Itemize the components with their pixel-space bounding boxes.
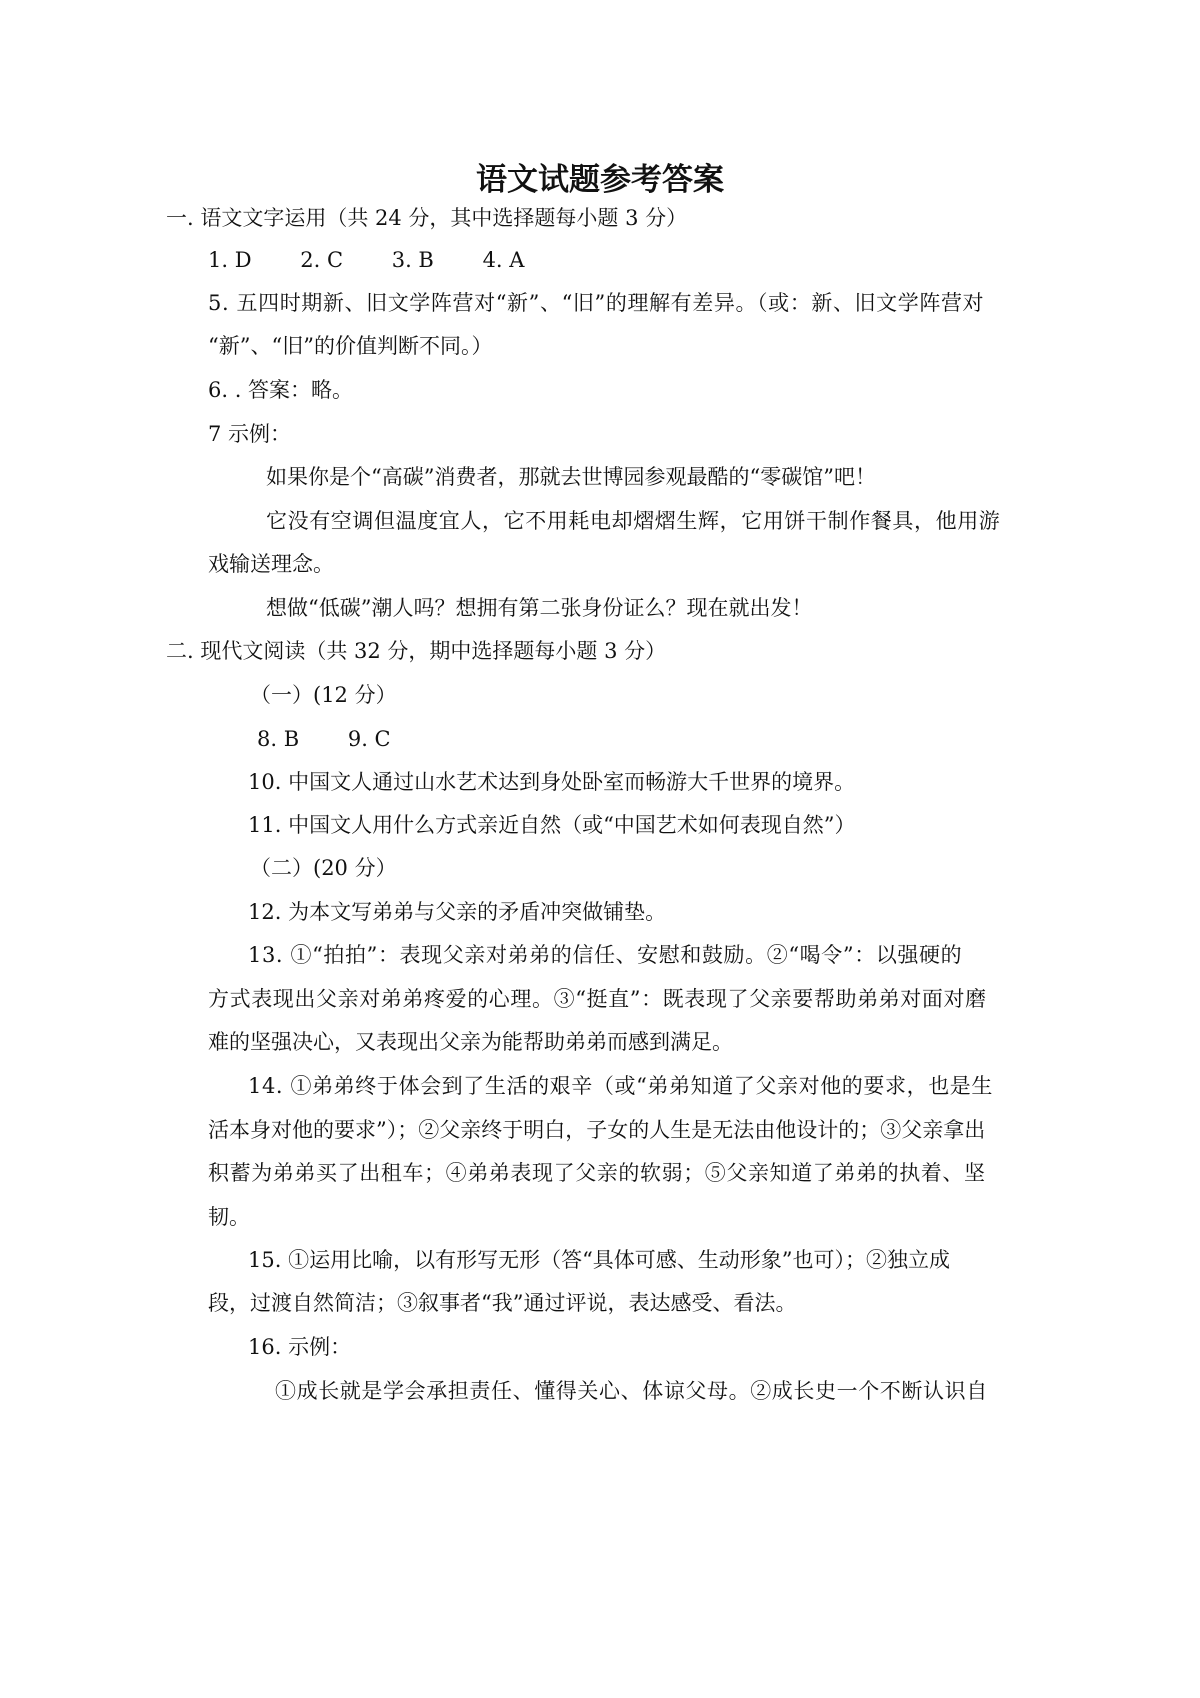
answer-5-line-1: 5. 五四时期新、旧文学阵营对“新”、“旧”的理解有差异。（或：新、旧文学阵营对: [208, 291, 985, 315]
answer-15-line-2: 段，过渡自然简洁；③叙事者“我”通过评说，表达感受、看法。: [208, 1291, 797, 1315]
answer-2: 2. C: [300, 248, 344, 272]
answers-row-1-4: [208, 245, 524, 275]
answer-14-line-4: 韧。: [208, 1205, 250, 1229]
answer-14-line-1: 14. ①弟弟终于体会到了生活的艰辛（或“弟弟知道了父亲对他的要求，也是生: [248, 1074, 994, 1098]
page-title: 语文试题参考答案: [476, 162, 724, 198]
answer-7-line-3: 戏输送理念。: [208, 552, 334, 576]
answer-1: 1. D: [208, 248, 252, 272]
answer-10: 10. 中国文人通过山水艺术达到身处卧室而畅游大千世界的境界。: [248, 770, 856, 794]
answer-13-line-3: 难的坚强决心，又表现出父亲为能帮助弟弟而感到满足。: [208, 1030, 733, 1054]
answer-13-line-2: 方式表现出父亲对弟弟疼爱的心理。③“挺直”：既表现了父亲要帮助弟弟对面对磨: [208, 987, 987, 1011]
answer-14-line-3: 积蓄为弟弟买了出租车；④弟弟表现了父亲的软弱；⑤父亲知道了弟弟的执着、坚: [208, 1161, 986, 1185]
answer-12: 12. 为本文写弟弟与父亲的矛盾冲突做铺垫。: [248, 900, 667, 924]
answer-13-line-1: 13. ①“拍拍”：表现父亲对弟弟的信任、安慰和鼓励。②“喝令”：以强硬的: [248, 943, 963, 967]
answers-row-8-9: [257, 724, 391, 754]
answer-7-line-2: 它没有空调但温度宜人，它不用耗电却熠熠生辉，它用饼干制作餐具，他用游: [266, 509, 1001, 533]
answer-14-line-2: 活本身对他的要求”）；②父亲终于明白，子女的人生是无法由他设计的；③父亲拿出: [208, 1118, 986, 1142]
subsection-one-heading: （一）(12 分）: [250, 683, 397, 707]
answer-7-heading: 7 示例：: [208, 422, 292, 446]
answer-7-line-4: 想做“低碳”潮人吗？想拥有第二张身份证么？现在就出发！: [266, 596, 813, 620]
answer-16-heading: 16. 示例：: [248, 1335, 352, 1359]
subsection-two-heading: （二）(20 分）: [250, 856, 397, 880]
answer-7-line-1: 如果你是个“高碳”消费者，那就去世博园参观最酷的“零碳馆”吧！: [266, 465, 876, 489]
answer-11: 11. 中国文人用什么方式亲近自然（或“中国艺术如何表现自然”）: [248, 813, 856, 837]
answer-6: 6. . 答案：略。: [208, 378, 354, 402]
answer-5-line-2: “新”、“旧”的价值判断不同。）: [208, 334, 493, 358]
answer-15-line-1: 15. ①运用比喻，以有形写无形（答“具体可感、生动形象”也可）；②独立成: [248, 1248, 951, 1272]
answer-4: 4. A: [482, 248, 525, 272]
answer-9: 9. C: [347, 727, 391, 751]
section-one-heading: 一. 语文文字运用（共 24 分，其中选择题每小题 3 分）: [166, 206, 688, 230]
answer-8: 8. B: [257, 727, 300, 751]
answer-16-line-1: ①成长就是学会承担责任、懂得关心、体谅父母。②成长史一个不断认识自: [275, 1379, 988, 1403]
answer-3: 3. B: [391, 248, 434, 272]
section-two-heading: 二. 现代文阅读（共 32 分，期中选择题每小题 3 分）: [166, 639, 667, 663]
